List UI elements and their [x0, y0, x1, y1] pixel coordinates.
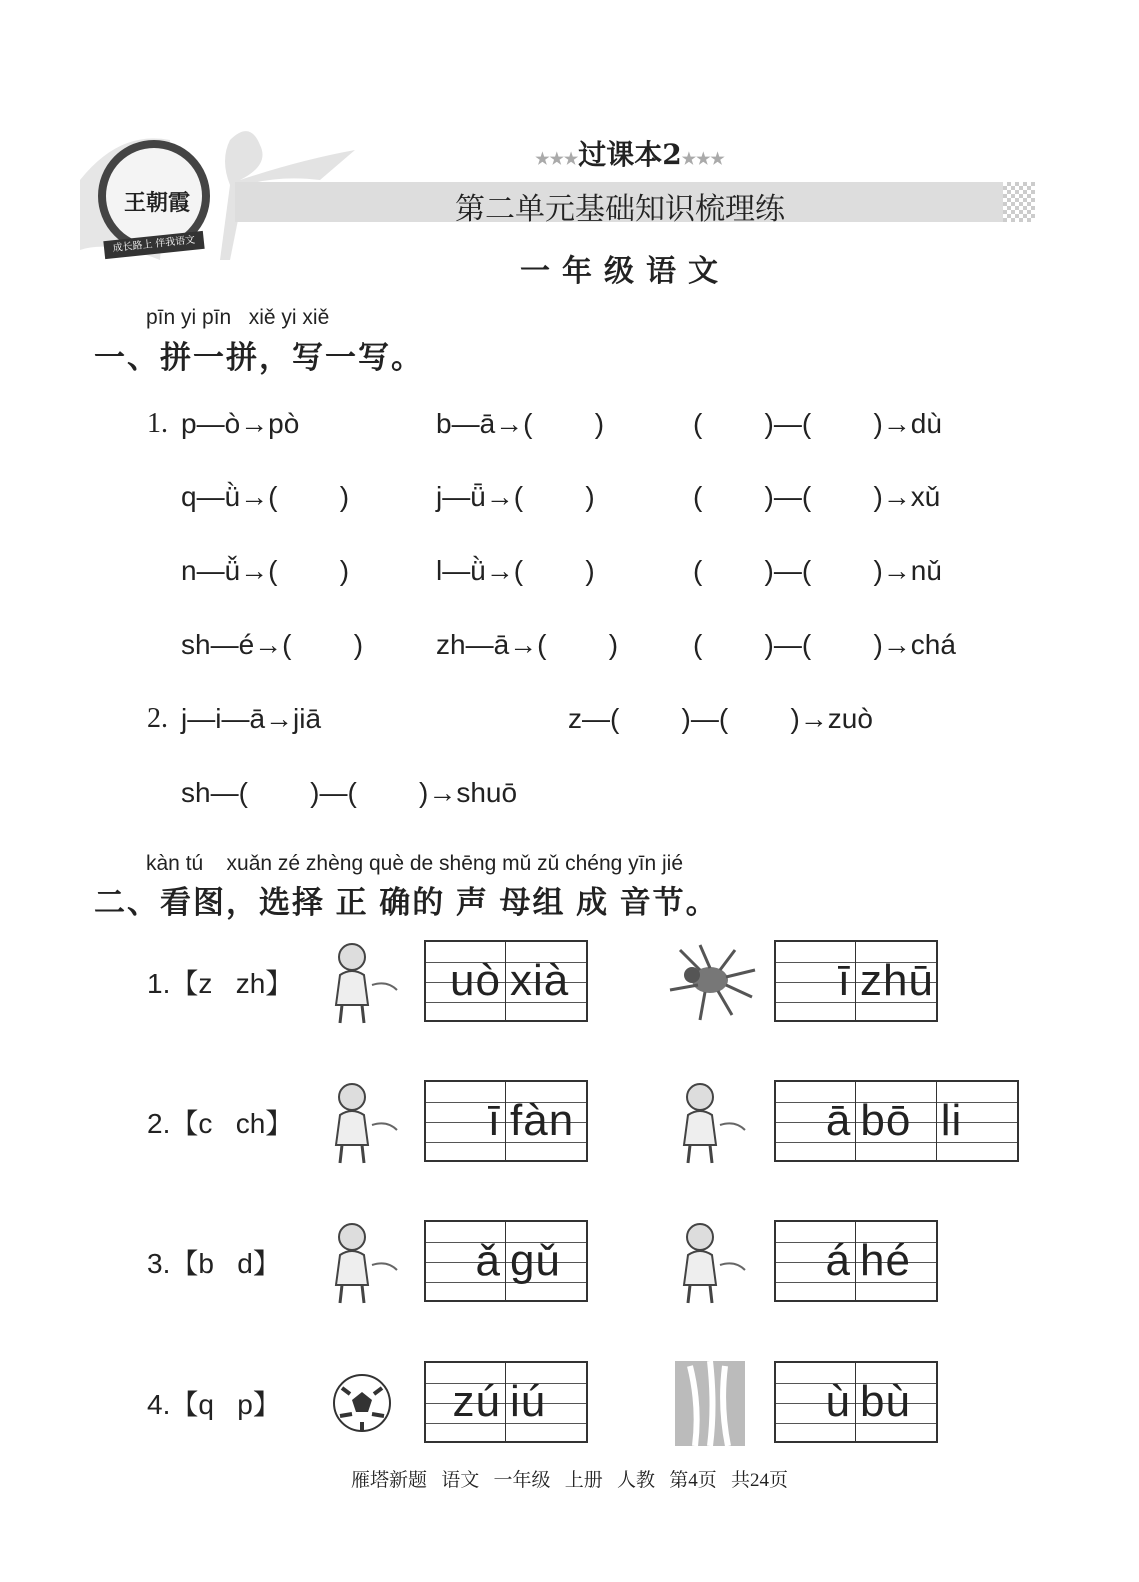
item-label: 1.【z zh】	[147, 968, 294, 999]
pinyin-writing-box[interactable]	[774, 1361, 938, 1443]
pinyin-exercise: b—ā→( )	[436, 408, 605, 439]
box-syllable: ī	[837, 956, 851, 1005]
item-label: 2.【c ch】	[147, 1108, 294, 1139]
box-syllable: ā	[825, 1096, 852, 1145]
boy-eating-picture	[312, 1075, 412, 1165]
pinyin-writing-box[interactable]	[424, 1220, 588, 1302]
pinyin-writing-box[interactable]	[774, 1220, 938, 1302]
box-syllable: iú	[510, 1377, 547, 1426]
checker-decoration	[1003, 182, 1035, 222]
pinyin-writing-box[interactable]	[424, 1361, 588, 1443]
box-cell	[856, 1363, 936, 1441]
waterfall-picture	[660, 1356, 760, 1446]
pinyin-writing-box[interactable]	[774, 940, 938, 1022]
box-syllable: ǎ	[475, 1236, 501, 1285]
pinyin-exercise: ( )—( )→nǔ	[693, 555, 942, 586]
item-label: 3.【b d】	[147, 1248, 281, 1279]
section1-pinyin: pīn yi pīn xiě yi xiě	[146, 306, 330, 329]
pinyin-exercise: sh—é→( )	[181, 629, 364, 660]
box-cell	[506, 1082, 586, 1160]
pinyin-exercise: z—( )—( )→zuò	[568, 703, 873, 734]
pinyin-exercise: j—ǖ→( )	[436, 481, 595, 512]
stars-icon: ★★★	[681, 149, 725, 168]
exercise-number: 2.	[147, 703, 168, 734]
box-syllable: uò	[450, 956, 501, 1005]
box-cell	[856, 1082, 936, 1160]
box-syllable: zhū	[860, 956, 934, 1005]
box-cell	[856, 1222, 936, 1300]
football-picture	[312, 1356, 412, 1446]
box-cell	[426, 942, 506, 1020]
box-syllable: zú	[452, 1377, 501, 1426]
box-syllable: li	[940, 1096, 963, 1145]
girl-thinking-picture	[312, 935, 412, 1025]
box-syllable: gǔ	[510, 1236, 561, 1285]
box-syllable: fàn	[510, 1096, 575, 1145]
page-title: 第二单元基础知识梳理练	[455, 193, 785, 226]
pinyin-exercise: q—ǜ→( )	[181, 481, 350, 512]
box-syllable: bù	[860, 1377, 911, 1426]
kids-tug-of-war-picture	[660, 1215, 760, 1305]
exercise-number: 1.	[147, 408, 168, 439]
logo-text: 王朝霞	[124, 190, 191, 216]
box-cell	[776, 1363, 856, 1441]
logo-slogan: 成长路上 伴我语文	[103, 231, 204, 259]
section1-heading: 一、拼一拼，写一写。	[94, 340, 424, 375]
box-cell	[506, 1222, 586, 1300]
pinyin-exercise: n—ǚ→( )	[181, 555, 350, 586]
pinyin-exercise: sh—( )—( )→shuō	[181, 777, 518, 808]
pinyin-exercise: j—i—ā→jiā	[181, 703, 322, 734]
item-label: 4.【q p】	[147, 1389, 281, 1420]
box-cell	[506, 942, 586, 1020]
pinyin-writing-box[interactable]	[424, 940, 588, 1022]
box-cell	[426, 1222, 506, 1300]
box-cell	[776, 1222, 856, 1300]
box-syllable: bō	[860, 1096, 912, 1145]
series-label	[0, 133, 1139, 173]
section2-pinyin: kàn tú xuǎn zé zhèng què de shēng mǔ zǔ chéng yīn jié	[146, 852, 684, 875]
box-cell	[776, 1082, 856, 1160]
grade-subject: 一年级语文	[520, 255, 730, 288]
pinyin-exercise: ( )—( )→xǔ	[693, 481, 941, 512]
pinyin-exercise: zh—ā→( )	[436, 629, 619, 660]
box-cell	[426, 1363, 506, 1441]
girl-window-picture	[660, 1075, 760, 1165]
boy-drum-picture	[312, 1215, 412, 1305]
pinyin-exercise: p—ò→pò	[181, 408, 300, 439]
series-text: 过课本2	[578, 138, 682, 171]
box-syllable: xià	[510, 956, 570, 1005]
box-cell	[937, 1082, 1017, 1160]
pinyin-writing-box[interactable]	[424, 1080, 588, 1162]
pinyin-exercise: ( )—( )→chá	[693, 629, 956, 660]
pinyin-writing-box[interactable]	[774, 1080, 1019, 1162]
box-syllable: á	[825, 1236, 851, 1285]
section2-heading: 二、看图，选择 正 确的 声 母组 成 音节。	[94, 885, 719, 920]
pinyin-exercise: l—ǜ→( )	[436, 555, 595, 586]
page-footer: 雁塔新题 语文 一年级 上册 人教 第4页 共24页	[350, 1470, 788, 1491]
pinyin-exercise: ( )—( )→dù	[693, 408, 942, 439]
box-syllable: hé	[860, 1236, 911, 1285]
box-cell	[776, 942, 856, 1020]
box-syllable: ī	[487, 1096, 501, 1145]
box-cell	[856, 942, 936, 1020]
box-cell	[426, 1082, 506, 1160]
box-syllable: ù	[825, 1377, 851, 1426]
box-cell	[506, 1363, 586, 1441]
stars-icon: ★★★	[535, 149, 579, 168]
spider-picture	[660, 935, 760, 1025]
